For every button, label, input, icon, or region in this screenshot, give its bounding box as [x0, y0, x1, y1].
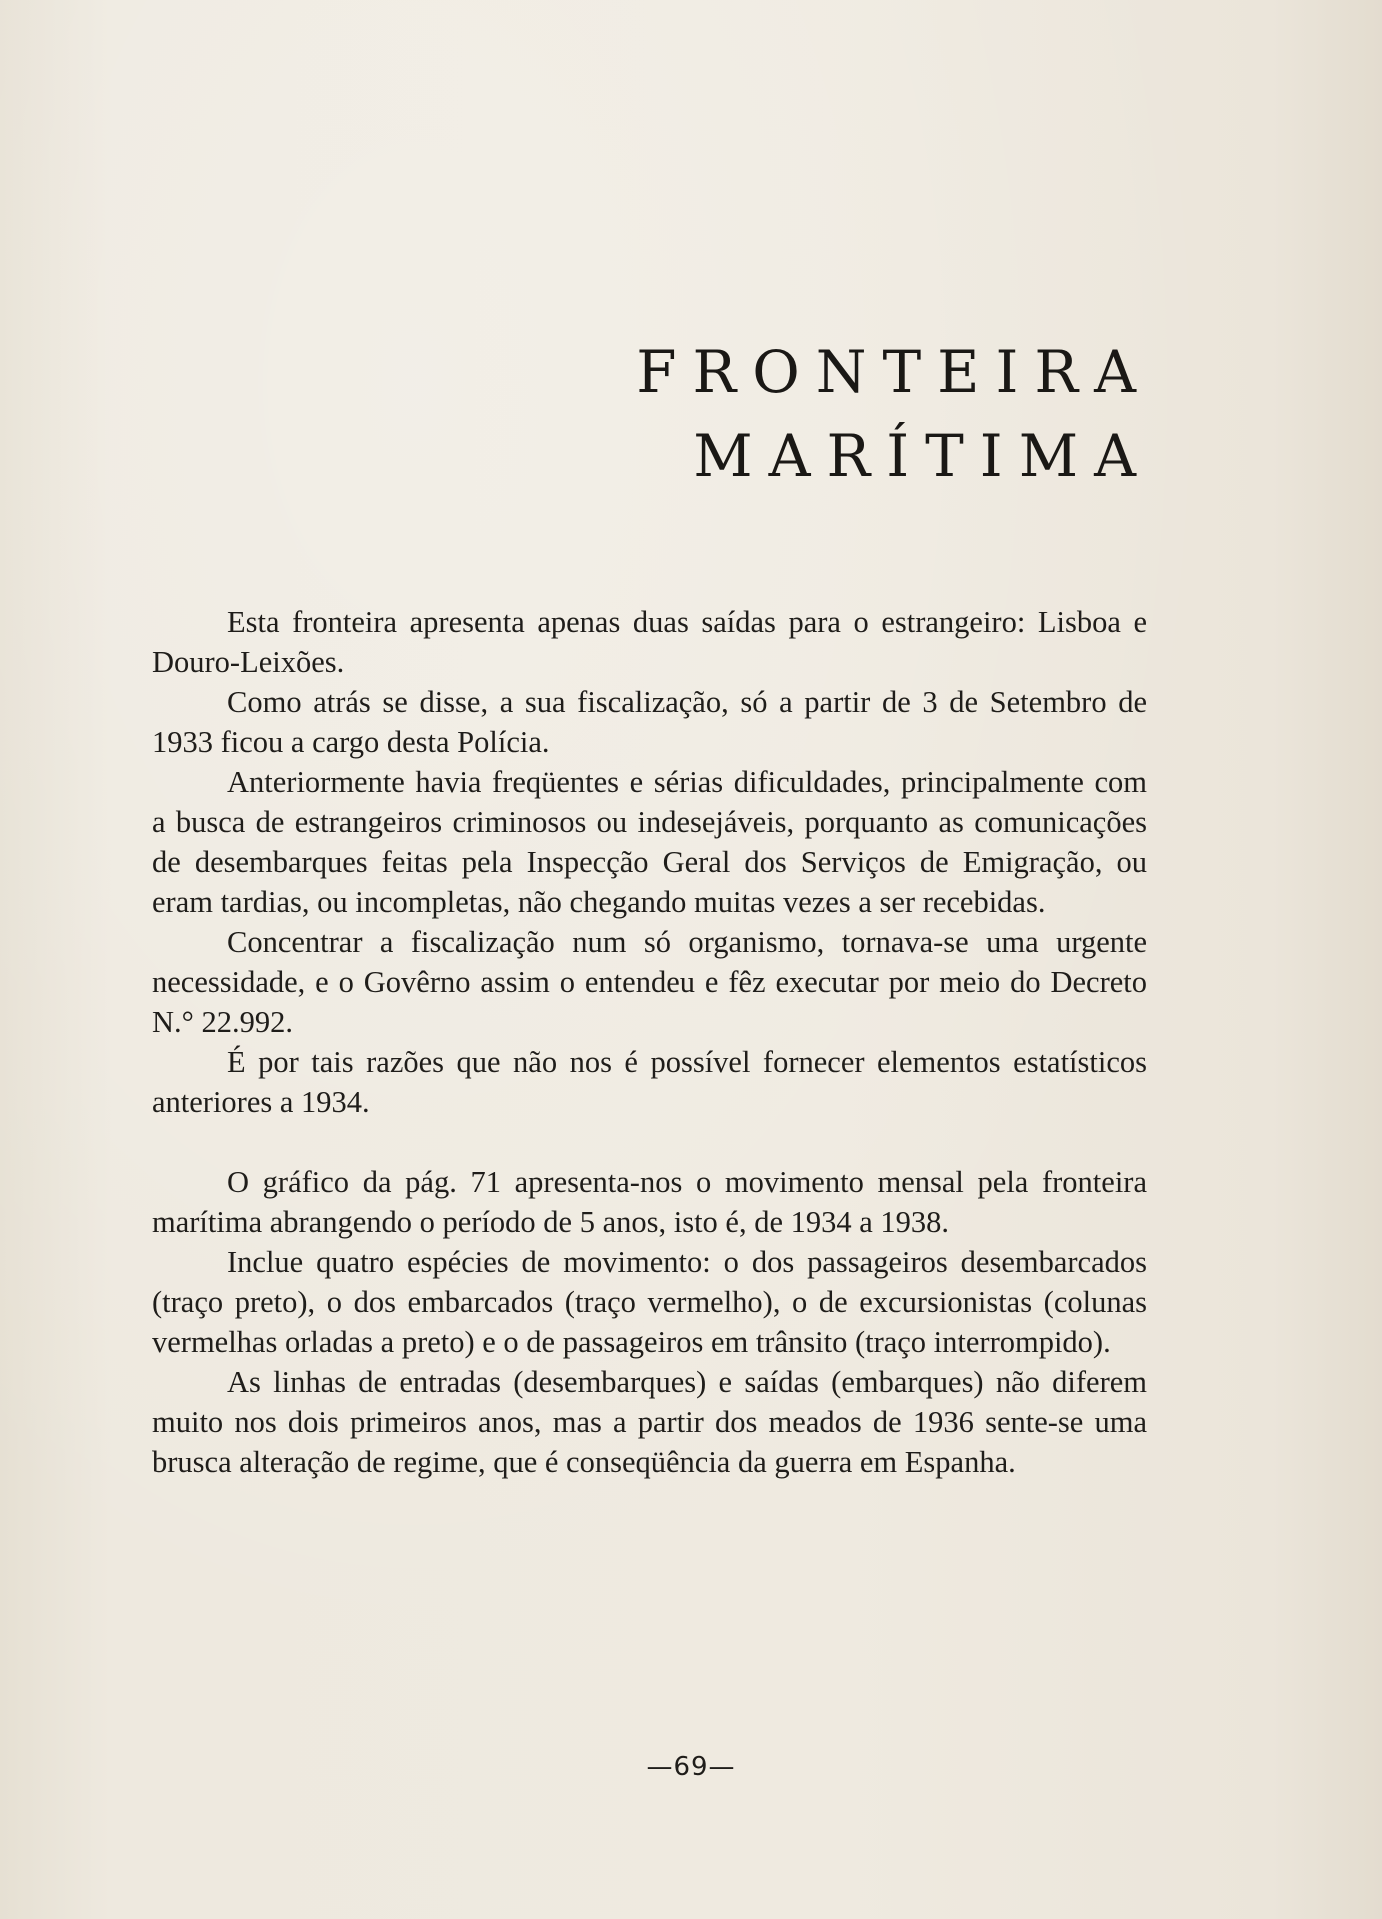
paragraph: Como atrás se disse, a sua fiscalização, só a partir de 3 de Setembro de 1933 ficou a cargo desta Polícia. [152, 685, 1147, 759]
paragraph: Inclue quatro espécies de movimento: o dos passageiros desembarcados (traço preto), o dos embarcados (traço vermelho), o de excursionistas (colunas vermelhas orladas a preto) e o de passageiros em trânsito (traço interrompido). [152, 1245, 1147, 1359]
paragraph: Concentrar a fiscalização num só organismo, tornava-se uma urgente necessidade, e o Govêrno assim o entendeu e fêz executar por meio do Decreto N.° 22.992. [152, 925, 1147, 1039]
paragraph: Anteriormente havia freqüentes e sérias dificuldades, principalmente com a busca de estrangeiros criminosos ou indesejáveis, porquanto as comunicações de desembarques feitas pela Inspecção Geral dos Serviços de Emigração, ou eram tardias, ou incompletas, não chegando muitas vezes a ser recebidas. [152, 765, 1147, 919]
paragraph: O gráfico da pág. 71 apresenta-nos o movimento mensal pela fronteira marítima abrangendo o período de 5 anos, isto é, de 1934 a 1938. [152, 1165, 1147, 1239]
body-text [152, 602, 1147, 1482]
chapter-title [636, 330, 1152, 498]
page-number: —69— [646, 1752, 736, 1782]
chapter-title-line-2: MARÍTIMA [693, 422, 1152, 490]
chapter-title-line-1: FRONTEIRA [636, 338, 1152, 406]
paragraph: As linhas de entradas (desembarques) e saídas (embarques) não diferem muito nos dois primeiros anos, mas a partir dos meados de 1936 sente-se uma brusca alteração de regime, que é conseqüência da guerra em Espanha. [152, 1365, 1147, 1479]
paragraph: Esta fronteira apresenta apenas duas saídas para o estrangeiro: Lisboa e Douro-Leixões. [152, 605, 1147, 679]
paragraph: É por tais razões que não nos é possível fornecer elementos estatísticos anteriores a 1934. [152, 1045, 1147, 1119]
